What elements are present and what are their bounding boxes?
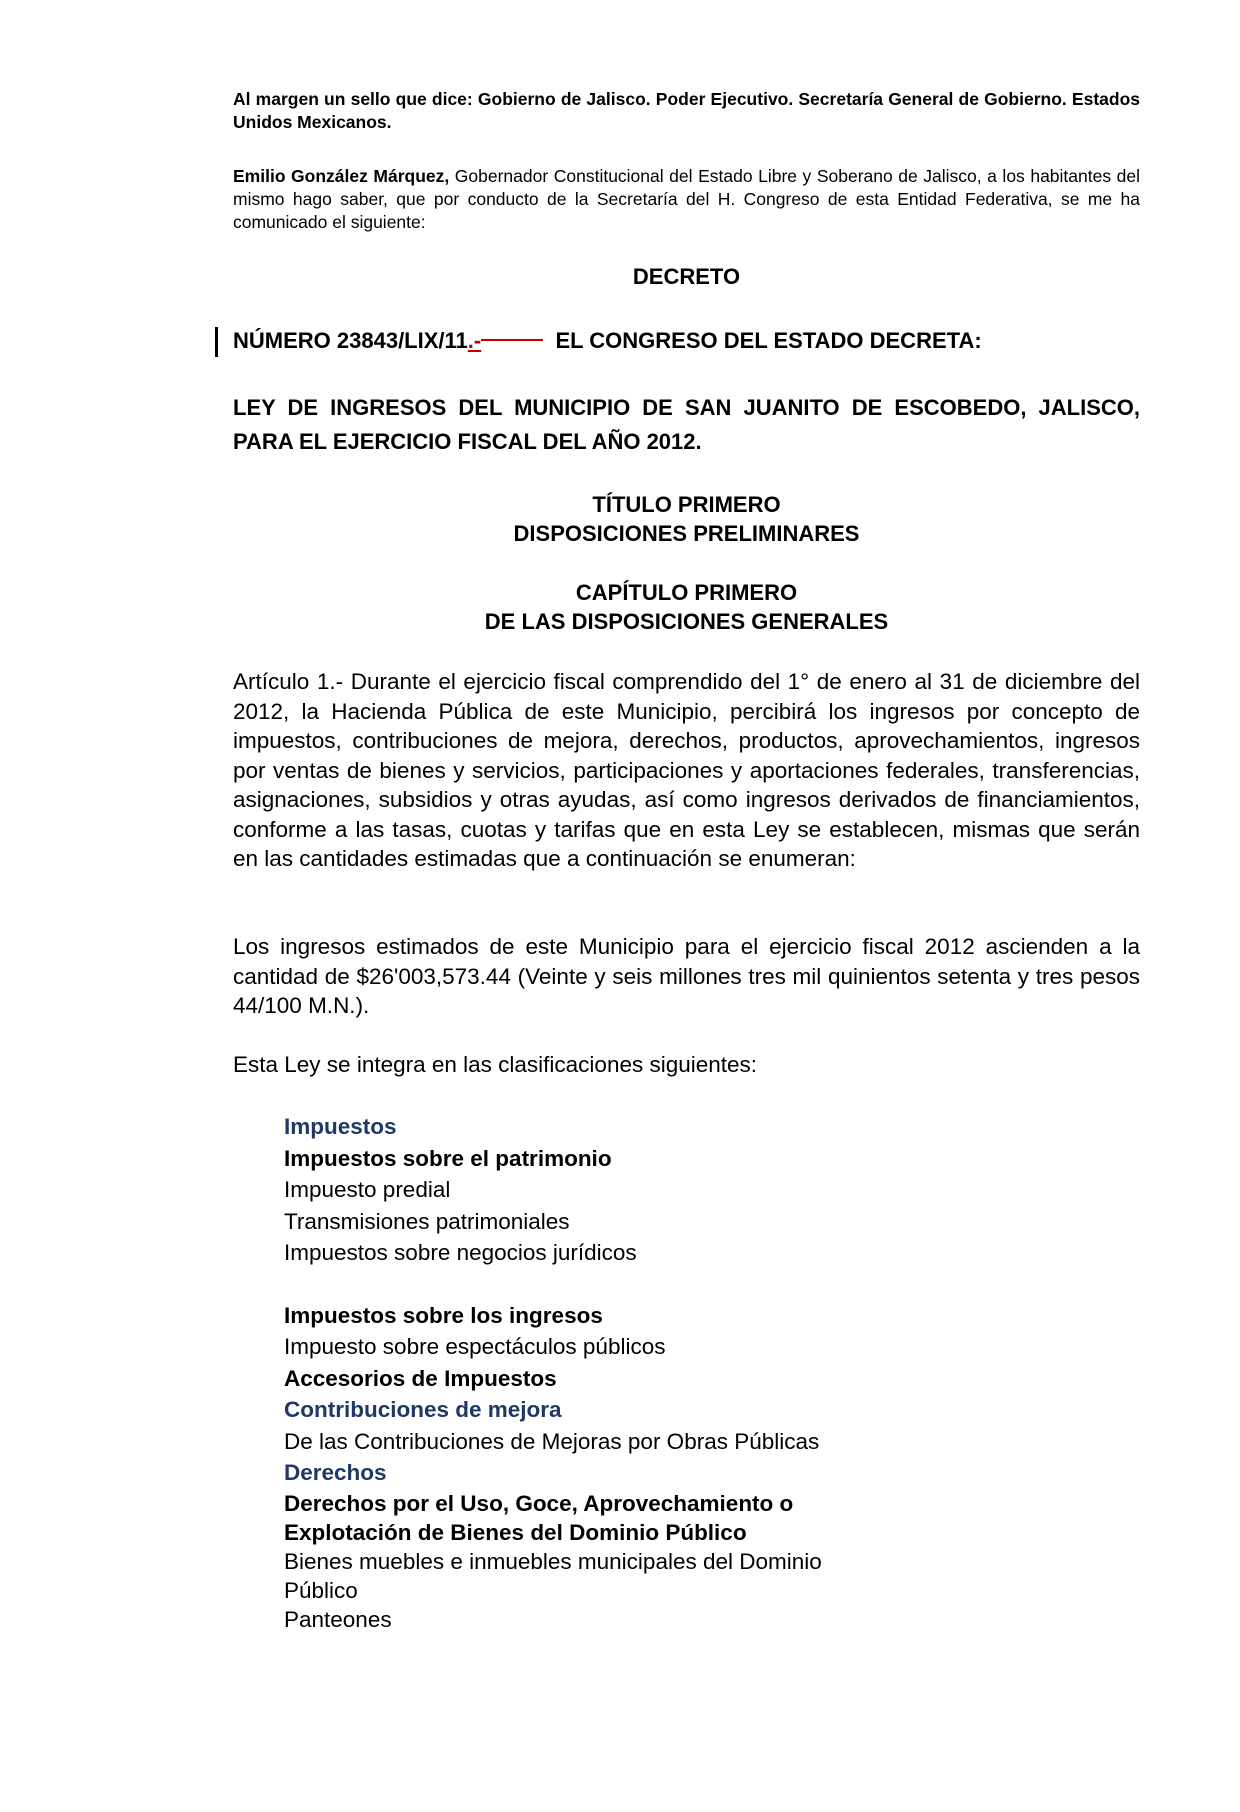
chapter-one-name: DE LAS DISPOSICIONES GENERALES — [484, 609, 889, 634]
decree-number: NÚMERO 23843/LIX/11 — [233, 328, 468, 353]
article-one: Artículo 1.- Durante el ejercicio fiscal comprendido del 1° de enero al 31 de diciembre del 2012, la Hacienda Pública de este Municipio, percibirá los ingresos por concepto de impuestos, contribuciones de mejora, derechos, productos, aprovechamientos, ingresos por ventas de bienes y servicios, participaciones y aportaciones federales, transferencias, asignaciones, subsidios y otras ayudas, así como ingresos derivados de financiamientos, conforme a las tasas, cuotas y tarifas que en esta Ley se establecen, mismas que serán en las cantidades estimadas que a continuación se enumeran: — [233, 669, 1140, 871]
title-one — [233, 490, 1140, 548]
law-title: LEY DE INGRESOS DEL MUNICIPIO DE SAN JUANITO DE ESCOBEDO, JALISCO, PARA EL EJERCICIO FISCAL DEL AÑO 2012. — [233, 395, 1140, 454]
list-spacer — [284, 1269, 984, 1300]
chapter-one — [233, 578, 1140, 636]
governor-name: Emilio González Márquez, — [233, 166, 450, 186]
category-impuestos: Impuestos — [284, 1114, 397, 1139]
subcategory-ingresos: Impuestos sobre los ingresos — [284, 1302, 603, 1328]
decree-number-mark: .- — [467, 328, 482, 353]
congress-decrees: EL CONGRESO DEL ESTADO DECRETA: — [555, 328, 982, 353]
governor-text: Gobernador Constitucional del Estado Libre y Soberano de Jalisco, a los habitantes del mismo hago saber, que por conducto de la Secretaría del H. Congreso de esta Entidad Federativa, se me ha comunicado el siguiente: — [233, 166, 1140, 232]
estimate-paragraph: Los ingresos estimados de este Municipio para el ejercicio fiscal 2012 ascienden a la cantidad de $26'003,573.44 (Veinte y seis millones tres mil quinientos setenta y tres pesos 44/100 M.N.). — [233, 934, 1140, 1018]
category-derechos: Derechos — [284, 1460, 387, 1485]
item-predial: Impuesto predial — [284, 1177, 451, 1202]
decree-title: DECRETO — [632, 264, 741, 289]
item-obras-publicas: De las Contribuciones de Mejoras por Obras Públicas — [284, 1428, 820, 1454]
item-negocios: Impuestos sobre negocios jurídicos — [284, 1240, 637, 1265]
integration-paragraph: Esta Ley se integra en las clasificaciones siguientes: — [233, 1052, 758, 1077]
seal-note: Al margen un sello que dice: Gobierno de Jalisco. Poder Ejecutivo. Secretaría General de Gobierno. Estados Unidos Mexicanos. — [233, 89, 1140, 132]
revision-strike-line — [481, 339, 543, 341]
item-bienes-line2: Público — [284, 1577, 358, 1603]
title-one-label: TÍTULO PRIMERO — [592, 492, 781, 517]
chapter-one-label: CAPÍTULO PRIMERO — [575, 580, 798, 605]
subcategory-uso-goce-line2: Explotación de Bienes del Dominio Público — [284, 1519, 747, 1545]
subcategory-accesorios: Accesorios de Impuestos — [284, 1365, 557, 1391]
category-contribuciones: Contribuciones de mejora — [284, 1397, 562, 1422]
subcategory-patrimonio: Impuestos sobre el patrimonio — [284, 1145, 612, 1171]
revision-bar — [215, 327, 218, 357]
governor-paragraph — [233, 165, 1140, 234]
subcategory-uso-goce-line1: Derechos por el Uso, Goce, Aprovechamiento o — [284, 1490, 794, 1516]
decree-number-line — [233, 326, 1140, 355]
item-transmisiones: Transmisiones patrimoniales — [284, 1208, 570, 1234]
title-one-name: DISPOSICIONES PRELIMINARES — [513, 521, 860, 546]
classification-list — [284, 1111, 984, 1634]
item-bienes-line1: Bienes muebles e inmuebles municipales del Dominio — [284, 1548, 822, 1574]
item-panteones: Panteones — [284, 1606, 392, 1632]
item-espectaculos: Impuesto sobre espectáculos públicos — [284, 1334, 666, 1359]
